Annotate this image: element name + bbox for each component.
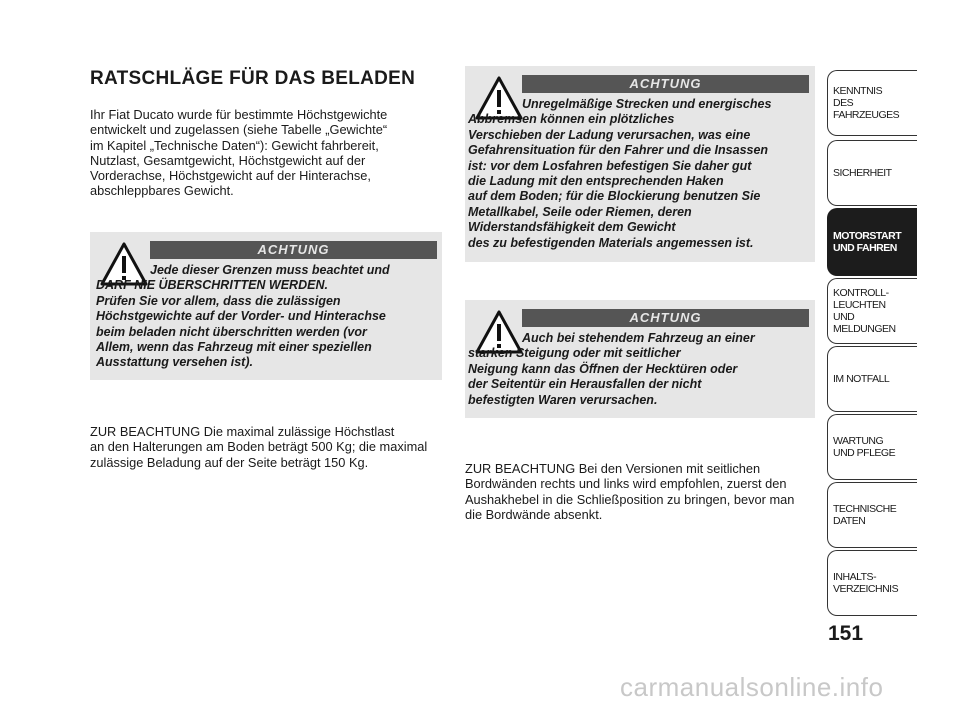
tab-inhaltsverzeichnis[interactable]: INHALTS- VERZEICHNIS [827,550,917,616]
warning-heading: ACHTUNG [522,309,809,327]
tab-wartung[interactable]: WARTUNG UND PFLEGE [827,414,917,480]
note-side-walls: ZUR BEACHTUNG Bei den Versionen mit seitlichen Bordwänden rechts und links wird empfohlen, zuerst den Aushakhebel in die Schließposition zu bringen, bevor man die Bordwände absenkt. [465,461,795,522]
tab-motorstart[interactable]: MOTORSTART UND FAHREN [827,208,917,276]
tab-kenntnis[interactable]: KENNTNIS DES FAHRZEUGES [827,70,917,136]
warning-box-weight-limits [90,232,442,380]
warning-box-doors-slope [465,300,815,418]
warning-box-load-shift [465,66,815,262]
note-floor-load: ZUR BEACHTUNG Die maximal zulässige Höchstlast an den Halterungen am Boden beträgt 500 Kg; die maximal zulässige Beladung auf der Seite beträgt 150 Kg. [90,424,428,470]
tab-im-notfall[interactable]: IM NOTFALL [827,346,917,412]
tab-technische-daten[interactable]: TECHNISCHE DATEN [827,482,917,548]
warning-text: Jede dieser Grenzen muss beachtet und DARF NIE ÜBERSCHRITTEN WERDEN. Prüfen Sie vor allem, dass die zulässigen Höchstgewichte auf der Vorder- und Hinterachse beim beladen nicht überschritten werden (vor Allem, wenn das Fahrzeug mit einer speziellen Ausstattung versehen ist). [96,263,390,370]
page-title: RATSCHLÄGE FÜR DAS BELADEN [90,68,416,89]
warning-heading: ACHTUNG [522,75,809,93]
tab-kontrollleuchten[interactable]: KONTROLL- LEUCHTEN UND MELDUNGEN [827,278,917,344]
warning-heading: ACHTUNG [150,241,437,259]
warning-text: Unregelmäßige Strecken und energisches Abbremsen können ein plötzliches Verschieben der Ladung verursachen, was eine Gefahrensituation für den Fahrer und die Insassen ist: vor dem Losfahren befestigen Sie daher gut die Ladung mit den entsprechenden Haken auf dem Boden; für die Blockierung benutzen Sie Metallkabel, Seile oder Riemen, deren Widerstandsfähigkeit dem Gewicht des zu befestigenden Materials angemessen ist. [468,97,772,250]
intro-paragraph: Ihr Fiat Ducato wurde für bestimmte Höchstgewichte entwickelt und zugelassen (siehe Tabelle „Gewichte“ im Kapitel „Technische Daten“): Gewicht fahrbereit, Nutzlast, Gesamtgewicht, Höchstgewicht auf der Vorderachse, Höchstgewicht auf der Hinterachse, abschleppbares Gewicht. [90,107,388,199]
page-number: 151 [828,622,864,645]
warning-text: Auch bei stehendem Fahrzeug an einer starken Steigung oder mit seitlicher Neigung kann das Öffnen der Hecktüren oder der Seitentür ein Herausfallen der nicht befestigten Waren verursachen. [468,331,755,407]
tab-sicherheit[interactable]: SICHERHEIT [827,140,917,206]
watermark: carmanualsonline.info [620,672,884,702]
